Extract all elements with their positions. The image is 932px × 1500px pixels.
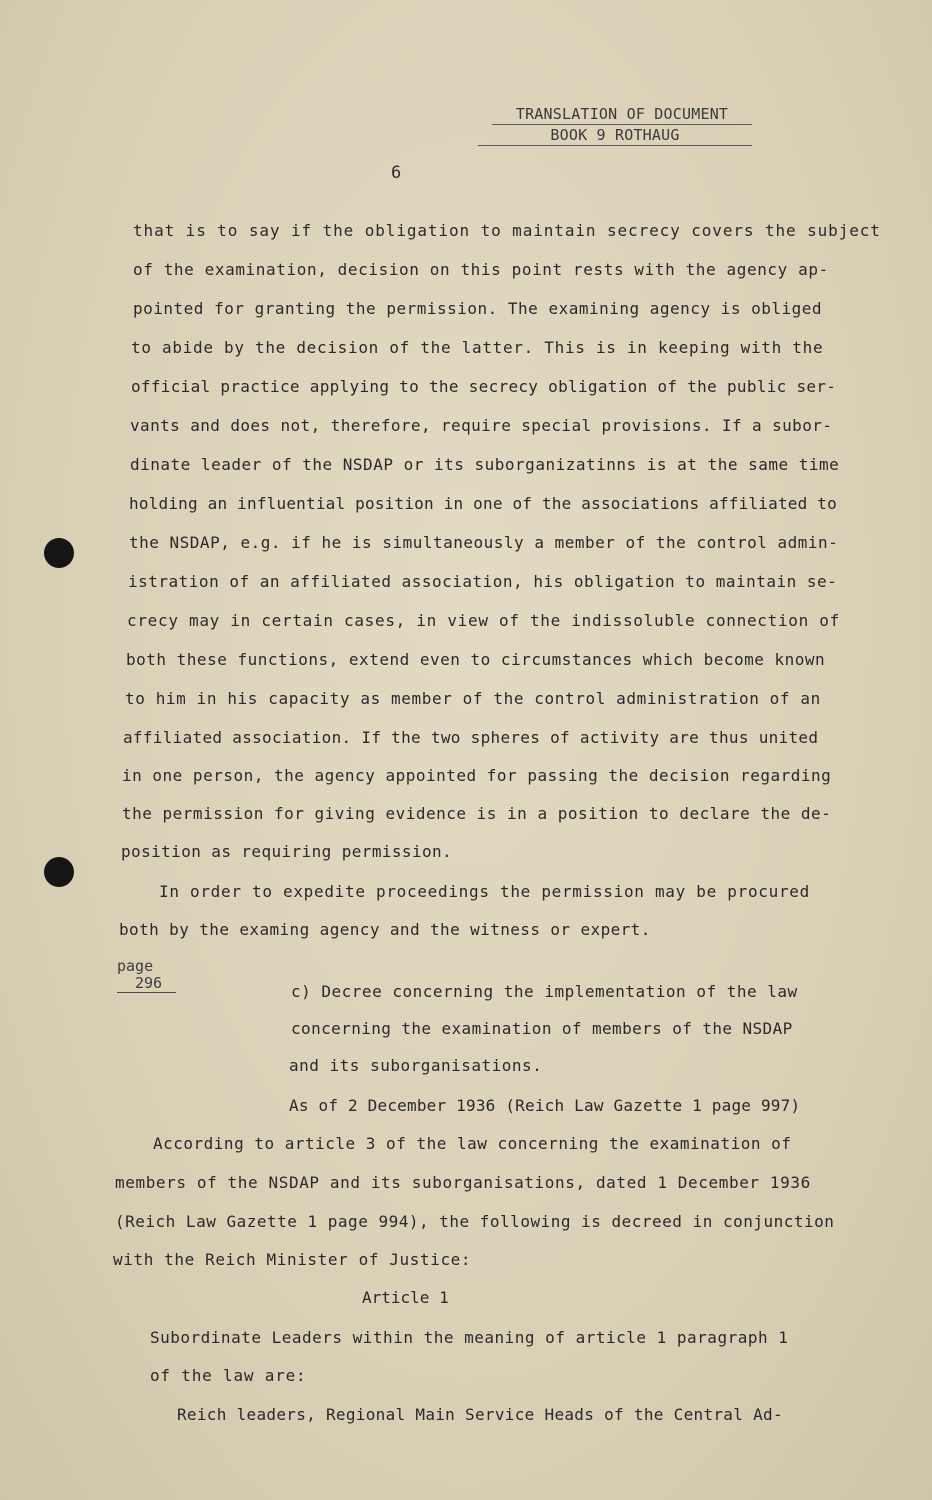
body-line: (Reich Law Gazette 1 page 994), the following is decreed in conjunction	[115, 1212, 835, 1231]
body-line: that is to say if the obligation to maintain secrecy covers the subject	[133, 221, 881, 240]
body-line: the NSDAP, e.g. if he is simultaneously a member of the control admin-	[129, 533, 839, 552]
body-line: Subordinate Leaders within the meaning of article 1 paragraph 1	[150, 1328, 789, 1347]
page-number: 6	[391, 163, 402, 183]
body-line: According to article 3 of the law concerning the examination of	[153, 1134, 792, 1153]
section-heading-line: and its suborganisations.	[289, 1056, 543, 1075]
section-date-line: As of 2 December 1936 (Reich Law Gazette 1 page 997)	[289, 1096, 801, 1115]
body-line: with the Reich Minister of Justice:	[113, 1250, 472, 1269]
header-title: TRANSLATION OF DOCUMENT	[492, 104, 752, 125]
section-heading-line: c) Decree concerning the implementation of the law	[291, 982, 798, 1001]
punch-hole-top	[44, 538, 74, 568]
header-book-reference: BOOK 9 ROTHAUG	[478, 125, 752, 146]
body-line: both by the examing agency and the witness or expert.	[119, 920, 651, 939]
body-line: of the law are:	[150, 1366, 307, 1385]
body-line: position as requiring permission.	[121, 842, 453, 861]
body-line: official practice applying to the secrecy obligation of the public ser-	[131, 377, 837, 396]
body-line: of the examination, decision on this point rests with the agency ap-	[133, 260, 829, 279]
article-title: Article 1	[362, 1288, 449, 1307]
body-line: istration of an affiliated association, his obligation to maintain se-	[128, 572, 838, 591]
body-line: to abide by the decision of the latter. This is in keeping with the	[131, 338, 824, 357]
section-heading-line: concerning the examination of members of the NSDAP	[291, 1019, 793, 1038]
body-line: both these functions, extend even to circumstances which become known	[126, 650, 826, 669]
body-line: in one person, the agency appointed for passing the decision regarding	[122, 766, 832, 785]
body-line: members of the NSDAP and its suborganisations, dated 1 December 1936	[115, 1173, 811, 1192]
body-line: In order to expedite proceedings the permission may be procured	[159, 882, 810, 901]
body-line: pointed for granting the permission. The examining agency is obliged	[133, 299, 823, 318]
body-line: the permission for giving evidence is in a position to declare the de-	[122, 804, 832, 823]
body-line: dinate leader of the NSDAP or its suborganizatinns is at the same time	[130, 455, 840, 474]
body-line: to him in his capacity as member of the control administration of an	[125, 689, 821, 708]
body-line: vants and does not, therefore, require special provisions. If a subor-	[130, 416, 833, 435]
document-header	[478, 104, 752, 146]
body-line: crecy may in certain cases, in view of the indissoluble connection of	[127, 611, 840, 630]
body-line: affiliated association. If the two spheres of activity are thus united	[123, 728, 819, 747]
margin-page-number: 296	[117, 975, 176, 993]
margin-page-label: page	[117, 957, 154, 975]
margin-page-reference	[117, 958, 176, 993]
body-line: holding an influential position in one of the associations affiliated to	[129, 494, 837, 513]
body-line: Reich leaders, Regional Main Service Heads of the Central Ad-	[177, 1405, 783, 1424]
punch-hole-bottom	[44, 857, 74, 887]
